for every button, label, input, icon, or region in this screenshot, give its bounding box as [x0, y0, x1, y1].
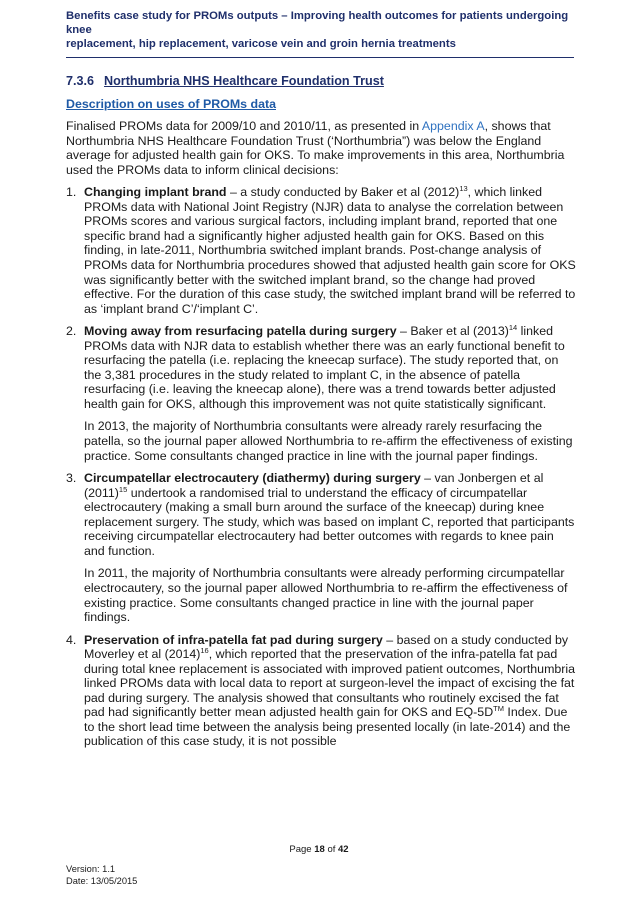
list-item-heading: Preservation of infra-patella fat pad during surgery	[84, 632, 383, 647]
list-item-body-end: Index. Due to the short lead time between the analysis being presented locally (in late-2014) and the publication of this case study, it is not possible	[84, 705, 571, 749]
list-item-text	[84, 185, 576, 316]
intro-text-start: Finalised PROMs data for 2009/10 and 2010/11, as presented in	[66, 119, 422, 134]
version-label: Version: 1.1	[66, 864, 116, 874]
list-item-body: – Baker et al (2013)	[396, 324, 509, 339]
total-pages: 42	[338, 844, 349, 855]
list-item-text	[84, 324, 576, 411]
intro-text-end: , shows that Northumbria NHS Healthcare Foundation Trust (‘Northumbria”) was below the England average for adjusted health gain for OKS. To make improvements in this area, Northumbria used the PROMs data to inform clinical decisions:	[66, 119, 565, 177]
intro-paragraph	[66, 119, 576, 177]
list-item-body: – based on a study conducted by Moverley et al (2014)	[84, 632, 569, 662]
subheading: Description on uses of PROMs data	[66, 96, 276, 111]
list-item	[66, 185, 576, 316]
list-item-body-cont: , which reported that the preservation of the infra-patella fat pad during total knee replacement is associated with improved patient outcomes, Northumbria linked PROMs data with local data to report at surgeon-level the impact of excising the fat pad during surgery. The analysis showed that consultants who routinely excised the fat pad had significantly better mean adjusted health gain for OKS and EQ-5D	[84, 647, 576, 720]
main-content	[66, 74, 576, 757]
header-divider	[66, 57, 574, 58]
footnote-ref-14: 14	[508, 323, 518, 333]
section-title: Northumbria NHS Healthcare Foundation Trust	[104, 74, 384, 88]
list-item-body: – a study conducted by Baker et al (2012)	[226, 185, 460, 200]
date-label: Date: 13/05/2015	[66, 876, 138, 886]
header-line-2: replacement, hip replacement, varicose vein and groin hernia treatments	[66, 38, 456, 50]
list-item-body-cont: , which linked PROMs data with National Joint Registry (NJR) data to analyse the correlation between PROMs scores and various surgical factors, including implant brand, reported that one specific brand had a significantly higher adjusted health gain for OKS. Based on this finding, in late-2011, Northumbria switched implant brands. Post-change analysis of PROMs data for Northumbria procedures showed that adjusted health gain score for OKS was significantly better with the switched implant brand, so the change had proved effective. For the duration of this case study, the switched implant brand will be referred to as ‘implant brand C’/‘implant C’.	[84, 185, 576, 316]
running-header	[66, 9, 574, 51]
list-number: 4.	[66, 632, 77, 647]
list-item-heading: Moving away from resurfacing patella during surgery	[84, 324, 397, 339]
page-label: Page	[289, 844, 315, 855]
footnote-ref-15: 15	[118, 484, 128, 494]
list-item-text	[84, 471, 576, 558]
footnote-ref-13: 13	[459, 184, 468, 194]
list-number: 2.	[66, 324, 77, 339]
list-number: 3.	[66, 471, 77, 486]
list-item-body-cont: undertook a randomised trial to understand the efficacy of circumpatellar electrocautery (making a small burn around the surface of the kneecap) during knee replacement surgery. The study, which was based on implant C, reported that participants receiving circumpatellar electrocautery had better outcomes with regards to knee pain and function.	[84, 485, 575, 558]
list-item-paragraph: In 2011, the majority of Northumbria consultants were already performing circumpatellar electrocautery, so the journal paper allowed Northumbria to re-affirm the effectiveness of existing practice. Some consultants changed practice in line with the journal paper findings.	[84, 566, 568, 625]
appendix-a-link[interactable]: Appendix A	[421, 119, 485, 134]
trademark-sup: TM	[493, 704, 504, 714]
list-item-text	[84, 633, 576, 749]
footer-meta	[66, 863, 137, 887]
current-page: 18	[314, 844, 325, 855]
page-of-label: of	[324, 844, 339, 855]
section-number: 7.3.6	[66, 74, 95, 88]
list-item-body: – van Jonbergen et al (2011)	[84, 471, 544, 500]
section-heading	[66, 74, 576, 89]
list-item	[66, 471, 576, 624]
list-number: 1.	[66, 185, 77, 200]
list-item-heading: Changing implant brand	[84, 185, 227, 200]
list-item	[66, 633, 576, 749]
list-item-heading: Circumpatellar electrocautery (diathermy) during surgery	[84, 471, 421, 486]
list-item	[66, 324, 576, 463]
list-item-body-cont: linked PROMs data with NJR data to establish whether there was an early functional benefit to resurfacing the patella (i.e. replacing the kneecap surface). The study reported that, on the 3,381 procedures in the study related to implant C, in the absence of patella resurfacing (i.e. leaving the kneecap alone), there was a trend towards better adjusted health gain for OKS, although this improvement was not quite statistically significant.	[84, 324, 565, 411]
footnote-ref-16: 16	[200, 646, 209, 656]
list-item-paragraph: In 2013, the majority of Northumbria consultants were already rarely resurfacing the patella, so the journal paper allowed Northumbria to re-affirm the effectiveness of existing practice. Some consultants changed practice in line with the journal paper findings.	[84, 419, 573, 463]
page-number	[0, 844, 638, 855]
header-line-1: Benefits case study for PROMs outputs – Improving health outcomes for patients undergoing knee	[66, 10, 569, 36]
